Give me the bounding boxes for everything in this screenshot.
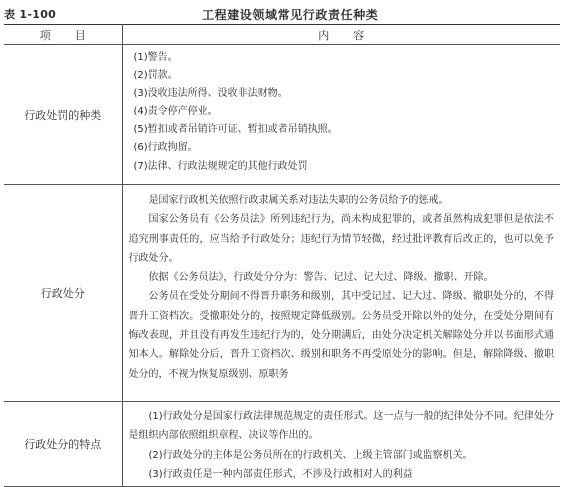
row-content (122, 402, 560, 487)
row-item-label: 行政处罚的种类 (4, 45, 122, 185)
table-row (4, 185, 560, 402)
list-item: (1)警告。 (133, 52, 178, 63)
list-item: (6)行政拘留。 (133, 142, 198, 154)
paragraph: 国家公务员有《公务员法》所列违纪行为，尚未构成犯罪的，或者虽然构成犯罪但是依法不追究刑事责任的，应当给予行政处分；违纪行为情节轻微，经过批评教育后改正的，也可以免予行政处分。 (128, 214, 554, 264)
paragraph: 公务员在受处分期间不得晋升职务和级别，其中受记过、记大过、降级、撤职处分的，不得晋升工资档次。受撤职处分的，按照规定降低级别。公务员受开除以外的处分，在受处分期间有悔改表现，并且没有再发生违纪行为的，处分期满后，由处分决定机关解除处分并以书面形式通知本人。解除处分后，晋升工资档次、级别和职务不再受原处分的影响。但是，解除降级、撤职处分的，不视为恢复原级别、原职务 (128, 291, 554, 380)
row-content (122, 45, 560, 185)
paragraph: (3)行政责任是一种内部责任形式，不涉及行政相对人的利益 (148, 468, 413, 480)
table-number: 表 1-100 (4, 8, 57, 21)
row-item-label: 行政处分的特点 (4, 402, 122, 487)
paragraph: (2)行政处分的主体是公务员所在的行政机关、上级主管部门或监察机关。 (148, 449, 473, 461)
paragraph: 是国家行政机关依照行政隶属关系对违法失职的公务员给予的惩戒。 (148, 195, 449, 206)
row-item-label: 行政处分 (4, 185, 122, 402)
list-item: (3)没收违法所得、没收非法财物。 (133, 88, 288, 100)
paragraph: (1)行政处分是国家行政法律规范规定的责任形式。这一点与一般的纪律处分不同。纪律处分是组织内部依照组织章程、决议等作出的。 (128, 411, 554, 442)
paragraph: 依据《公务员法》，行政处分分为：警告、记过、记大过、降级、撤职、开除。 (148, 272, 494, 284)
header-content: 内容 (122, 25, 560, 45)
table-title: 工程建设领域常见行政责任种类 (202, 8, 379, 22)
liability-table (4, 24, 560, 487)
header-row (4, 25, 560, 45)
table-row (4, 402, 560, 487)
table-caption (4, 6, 560, 22)
list-item: (2)罚款。 (133, 70, 178, 82)
list-item: (7)法律、行政法规规定的其他行政处罚 (133, 160, 308, 172)
header-item: 项目 (4, 25, 122, 45)
row-content (122, 185, 560, 402)
list-item: (5)暂扣或者吊销许可证、暂扣或者吊销执照。 (133, 124, 338, 136)
table-row (4, 45, 560, 185)
list-item: (4)责令停产停业。 (133, 106, 218, 118)
